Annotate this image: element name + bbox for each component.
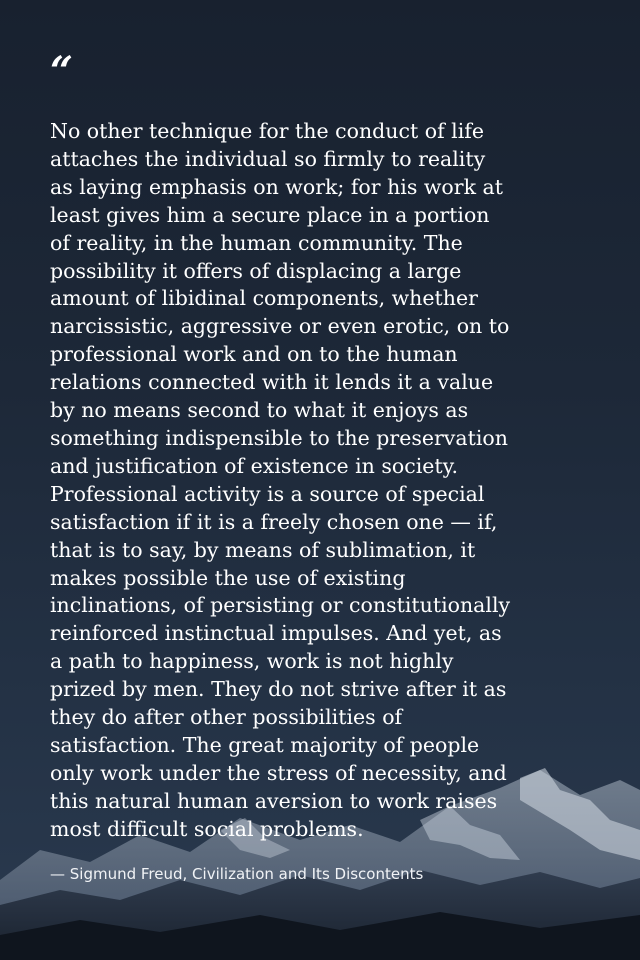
quote-line: most difficult social problems.	[50, 816, 364, 841]
quote-line: something indispensible to the preservation	[50, 425, 508, 450]
quote-line: possibility it offers of displacing a large	[50, 258, 462, 283]
quote-line: prized by men. They do not strive after it as	[50, 677, 507, 702]
quote-line: satisfaction if it is a freely chosen one — if,	[50, 509, 498, 534]
quote-line: satisfaction. The great majority of people	[50, 732, 480, 757]
quote-line: as laying emphasis on work; for his work at	[50, 174, 503, 199]
quote-attribution: — Sigmund Freud, Civilization and Its Discontents	[50, 865, 424, 883]
quote-line: reinforced instinctual impulses. And yet, as	[50, 621, 502, 646]
quote-line: relations connected with it lends it a value	[50, 370, 494, 395]
quote-line: attaches the individual so firmly to reality	[50, 146, 486, 171]
quote-line: amount of libidinal components, whether	[50, 286, 478, 311]
quote-line: least gives him a secure place in a portion	[50, 202, 490, 227]
quote-line: only work under the stress of necessity, and	[50, 760, 507, 785]
quote-mark-icon: “	[50, 48, 74, 95]
quote-line: narcissistic, aggressive or even erotic, on to	[50, 314, 510, 339]
quote-line: of reality, in the human community. The	[50, 230, 463, 255]
quote-line: inclinations, of persisting or constitutionally	[50, 593, 511, 618]
quote-line: No other technique for the conduct of life	[50, 119, 485, 143]
quote-line: professional work and on to the human	[50, 342, 458, 367]
quote-line: a path to happiness, work is not highly	[50, 649, 454, 674]
quote-line: they do after other possibilities of	[50, 705, 403, 730]
quote-line: Professional activity is a source of special	[50, 481, 485, 506]
quote-line: that is to say, by means of sublimation, it	[50, 537, 476, 562]
quote-line: makes possible the use of existing	[50, 565, 406, 590]
quote-line: and justification of existence in society.	[50, 453, 459, 478]
quote-line: by no means second to what it enjoys as	[50, 398, 469, 423]
quote-line: this natural human aversion to work raises	[50, 788, 498, 813]
quote-body	[50, 118, 598, 844]
